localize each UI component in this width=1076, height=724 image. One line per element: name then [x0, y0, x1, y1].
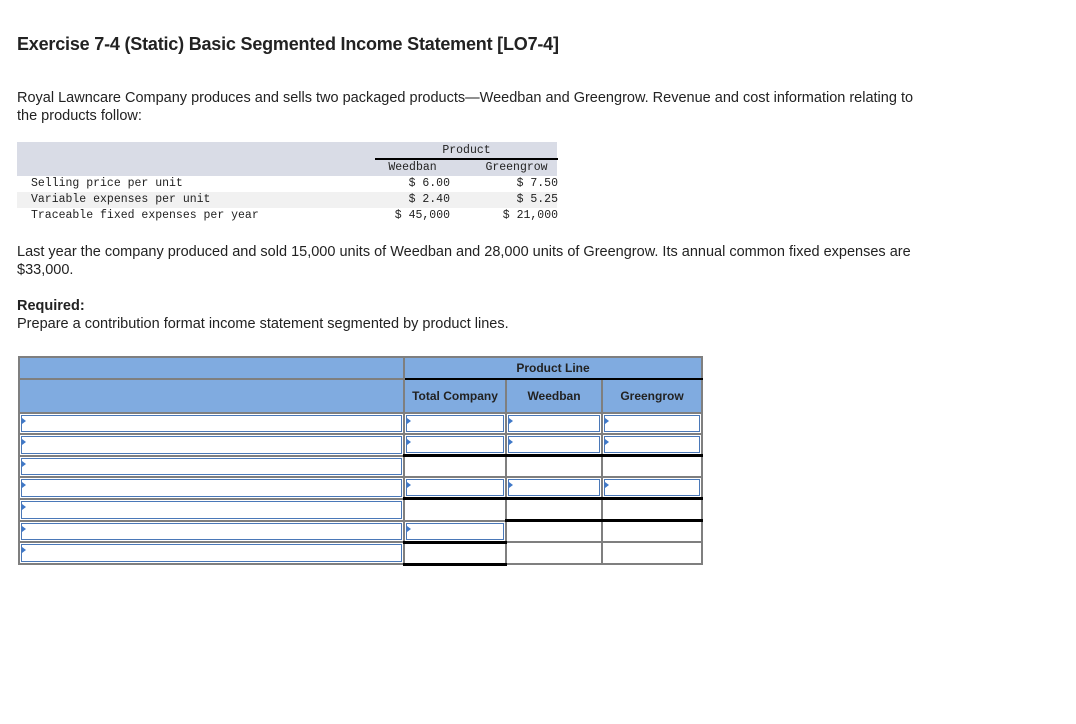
greengrow-cell — [602, 499, 702, 521]
total-cell — [404, 499, 506, 521]
col-weedban: Weedban — [506, 379, 602, 413]
cell: $ 45,000 — [394, 209, 450, 222]
weedban-cell — [506, 456, 602, 478]
label-input[interactable] — [21, 458, 402, 476]
col-greengrow: Greengrow — [485, 161, 548, 174]
weedban-input[interactable] — [508, 415, 600, 432]
col-total-company: Total Company — [404, 379, 506, 413]
required-text: Prepare a contribution format income statement segmented by product lines. — [17, 316, 509, 332]
paragraph-2: Last year the company produced and sold 15,000 units of Weedban and 28,000 units of Greengrow. Its annual common fixed expenses are $33,000. — [17, 244, 911, 278]
page-title: Exercise 7-4 (Static) Basic Segmented Income Statement [LO7-4] — [17, 34, 559, 54]
row-label: Traceable fixed expenses per year — [31, 209, 259, 222]
header-blank — [19, 379, 404, 413]
label-input[interactable] — [21, 415, 402, 432]
table-row — [19, 477, 702, 499]
required-label: Required: — [17, 298, 85, 314]
cell: $ 2.40 — [408, 193, 450, 206]
total-cell — [404, 542, 506, 564]
total-input[interactable] — [406, 479, 504, 496]
greengrow-input[interactable] — [604, 415, 700, 432]
table-row — [19, 413, 702, 434]
weedban-cell — [506, 499, 602, 521]
table-row — [19, 456, 702, 478]
intro-text: Royal Lawncare Company produces and sells two packaged products—Weedban and Greengrow. Revenue and cost information relating to the products follow: — [17, 90, 914, 124]
table-row — [19, 499, 702, 521]
table-row — [17, 192, 557, 208]
label-input[interactable] — [21, 501, 402, 519]
weedban-input[interactable] — [508, 479, 600, 496]
weedban-cell — [506, 542, 602, 564]
row-label: Variable expenses per unit — [31, 193, 211, 206]
table-row — [17, 208, 557, 224]
product-group-header: Product — [375, 143, 558, 160]
greengrow-cell — [602, 542, 702, 564]
total-input[interactable] — [406, 415, 504, 432]
product-line-header: Product Line — [404, 357, 702, 379]
table-row — [19, 434, 702, 456]
greengrow-cell — [602, 521, 702, 543]
cell: $ 6.00 — [408, 177, 450, 190]
label-input[interactable] — [21, 544, 402, 562]
greengrow-input[interactable] — [604, 479, 700, 496]
col-greengrow: Greengrow — [602, 379, 702, 413]
weedban-cell — [506, 521, 602, 543]
col-weedban: Weedban — [388, 161, 437, 174]
cell: $ 7.50 — [516, 177, 558, 190]
cell: $ 5.25 — [516, 193, 558, 206]
label-input[interactable] — [21, 479, 402, 497]
row-label: Selling price per unit — [31, 177, 183, 190]
income-statement-table — [18, 356, 703, 566]
weedban-input[interactable] — [508, 436, 600, 453]
total-input[interactable] — [406, 523, 504, 540]
greengrow-input[interactable] — [604, 436, 700, 453]
product-data-table — [17, 142, 557, 224]
total-input[interactable] — [406, 436, 504, 453]
table-row — [17, 176, 557, 192]
greengrow-cell — [602, 456, 702, 478]
table-row — [19, 521, 702, 543]
label-input[interactable] — [21, 436, 402, 454]
table-row — [19, 542, 702, 564]
header-blank — [19, 357, 404, 379]
total-cell — [404, 456, 506, 478]
cell: $ 21,000 — [502, 209, 558, 222]
label-input[interactable] — [21, 523, 402, 541]
